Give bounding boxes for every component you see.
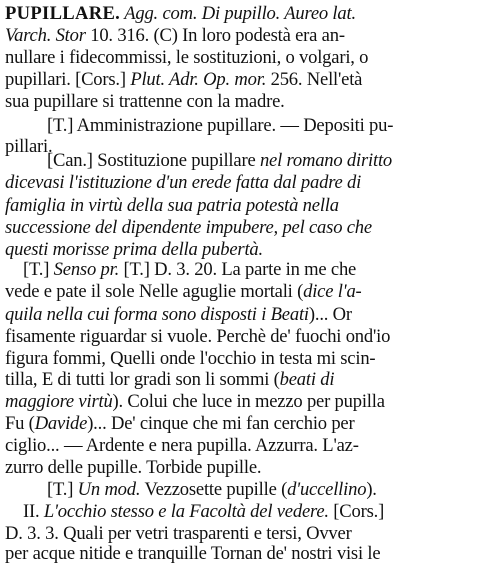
entry-text: quila nella cui forma sono disposti i Beati [5,304,309,325]
entry-text: 10. 316. (C) In loro podestà era an- [85,25,345,46]
entry-text: maggiore virtù [5,391,113,412]
entry-text: tilla, E di tutti lor gradi son li sommi ( [5,369,280,390]
entry-line [5,68,362,91]
entry-text: beati di [279,369,335,390]
entry-text: 256. Nell'età [266,69,363,90]
entry-text: D. 3. 3. Quali per vetri trasparenti e tersi, Ovver [5,523,352,544]
entry-line [5,390,385,413]
entry-text: zurro delle pupille. Torbide pupille. [5,457,262,478]
entry-text: [T.] [47,479,78,500]
entry-line [5,24,345,47]
entry-text: vede e pate il sole Nelle aguglie mortali ( [5,281,304,302]
entry-text: famiglia in virtù della sua patria potestà nella [5,195,339,216]
entry-text: )... De' cinque che mi fan cerchio per [87,413,355,434]
entry-text: nullare i fidecommissi, le sostituzioni, o volgari, o [5,47,369,68]
entry-text: L'occhio stesso e la Facoltà del vedere. [43,501,329,522]
entry-line [5,368,334,391]
entry-text: ). Colui che luce in mezzo per pupilla [112,391,385,412]
entry-text: Varch. Stor [5,25,86,46]
entry-text: [T.] D. 3. 20. La parte in me che [119,259,357,280]
entry-line [47,149,392,172]
entry-text: questi morisse prima della pubertà. [5,239,263,260]
entry-text: Fu ( [5,413,35,434]
entry-line [5,456,261,479]
entry-line [5,216,372,239]
entry-text: [Can.] Sostituzione pupillare [47,150,260,171]
entry-text: )... Or [308,304,352,325]
entry-text: per acque nitide e tranquille Tornan de' nostri visi le [5,543,381,564]
entry-text: pillari. [5,136,53,157]
entry-line [5,280,362,303]
entry-text: Senso pr. [53,259,120,280]
entry-text: pupillari. [Cors.] [5,69,131,90]
entry-line [5,171,361,194]
entry-text: sua pupillare si trattenne con la madre. [5,91,285,112]
entry-text: Un mod. [77,479,141,500]
entry-text: [T.] [23,259,54,280]
entry-text: ). [366,479,377,500]
entry-line [5,46,368,69]
entry-text: Agg. com. Di pupillo. Aureo lat. [120,3,356,24]
entry-text: successione del dipendente impubere, pel caso che [5,217,372,238]
entry-line [5,325,390,348]
entry-line [5,2,356,25]
entry-text: dicevasi l'istituzione d'un erede fatta dal padre di [5,172,362,193]
entry-text: fisamente riguardar si vuole. Perchè de' fuochi ond'io [5,326,391,347]
entry-text: Plut. Adr. Op. mor. [130,69,267,90]
entry-text: II. [23,501,44,522]
entry-line [5,434,359,457]
entry-line [23,500,384,523]
entry-text: d'uccellino [287,479,367,500]
entry-line [5,303,352,326]
entry-line [5,194,339,217]
entry-line [5,347,375,370]
entry-line [47,114,393,137]
entry-text: Davide [34,413,88,434]
entry-line [23,258,356,281]
entry-line [5,90,285,113]
headword: PUPILLARE. [5,3,121,24]
entry-text: nel romano diritto [259,150,393,171]
entry-text: figura fommi, Quelli onde l'occhio in testa mi scin- [5,348,376,369]
entry-text: [Cors.] [328,501,385,522]
entry-text: dice l'a- [303,281,362,302]
entry-line [5,412,354,435]
entry-text: ciglio... — Ardente e nera pupilla. Azzurra. L'az- [5,435,359,456]
entry-line [47,478,377,501]
entry-text: Vezzosette pupille ( [140,479,288,500]
entry-line [5,135,52,158]
entry-text: [T.] Amministrazione pupillare. — Depositi pu- [47,115,394,136]
